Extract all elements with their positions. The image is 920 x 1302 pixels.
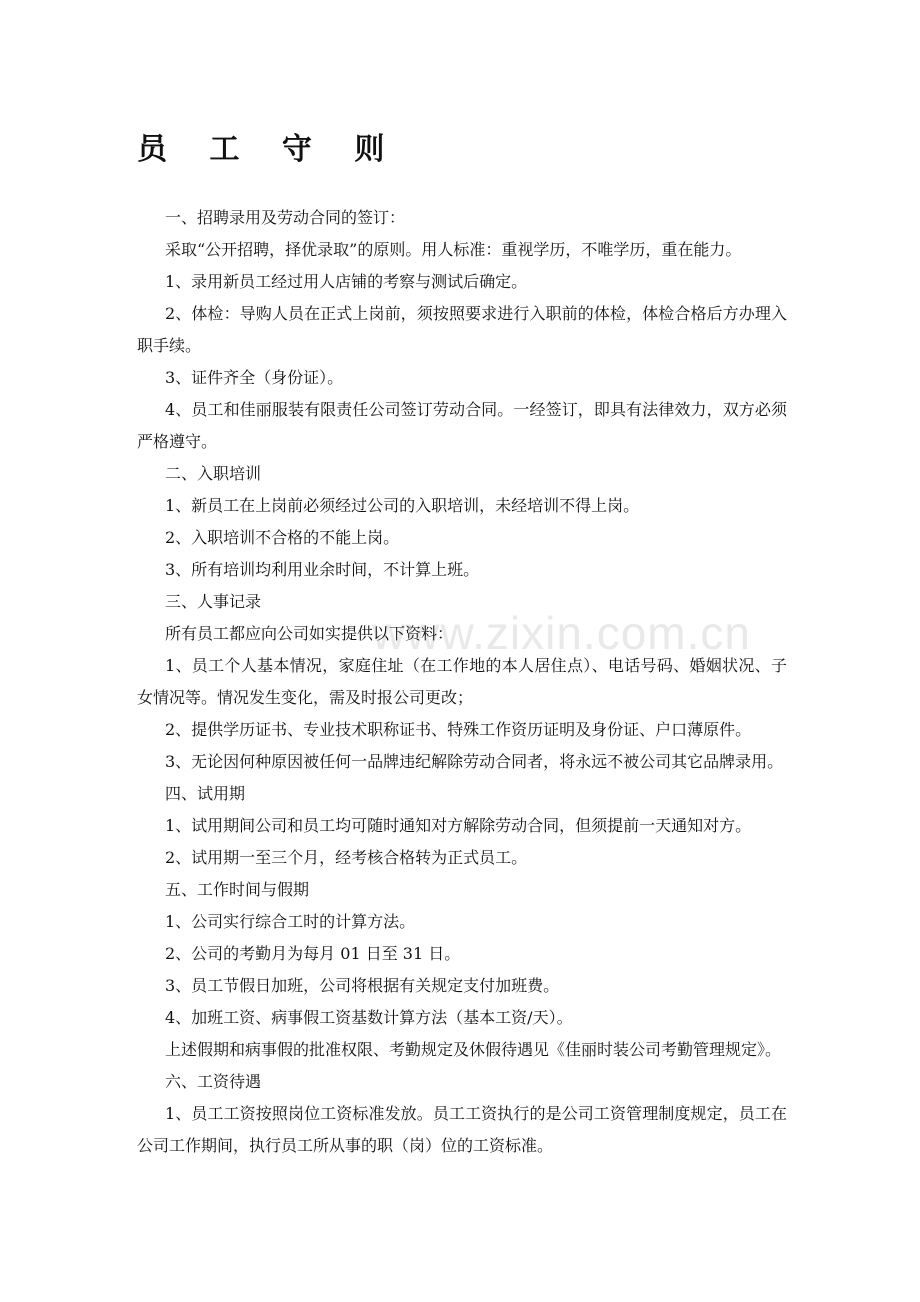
paragraph: 2、入职培训不合格的不能上岗。 — [165, 528, 400, 547]
watermark: www.zixin.com.cn — [372, 607, 751, 659]
paragraph: 1、试用期间公司和员工均可随时通知对方解除劳动合同，但须提前一天通知对方。 — [165, 816, 752, 835]
paragraph: 1、员工个人基本情况，家庭住址（在工作地的本人居住点）、电话号码、婚姻状况、子女情况等。情况发生变化，需及时报公司更改； — [137, 656, 787, 707]
paragraph: 4、员工和佳丽服装有限责任公司签订劳动合同。一经签订，即具有法律效力，双方必须严格遵守。 — [137, 400, 787, 451]
section-heading: 六、工资待遇 — [165, 1072, 262, 1091]
paragraph: 所有员工都应向公司如实提供以下资料： — [165, 624, 454, 643]
paragraph: 1、录用新员工经过用人店铺的考察与测试后确定。 — [165, 272, 528, 291]
page-title: 员 工 守 则 — [137, 132, 401, 167]
paragraph: 1、公司实行综合工时的计算方法。 — [165, 912, 416, 931]
section-heading: 四、试用期 — [165, 784, 246, 803]
paragraph: 4、加班工资、病事假工资基数计算方法（基本工资/天）。 — [165, 1008, 573, 1027]
paragraph: 1、员工工资按照岗位工资标准发放。员工工资执行的是公司工资管理制度规定，员工在公司工作期间，执行员工所从事的职（岗）位的工资标准。 — [137, 1104, 787, 1155]
paragraph: 3、证件齐全（身份证）。 — [165, 368, 344, 387]
paragraph: 采取“公开招聘，择优录取”的原则。用人标准：重视学历，不唯学历，重在能力。 — [165, 240, 742, 259]
paragraph: 2、试用期一至三个月，经考核合格转为正式员工。 — [165, 848, 528, 867]
paragraph: 2、公司的考勤月为每月 01 日至 31 日。 — [165, 944, 461, 963]
paragraph: 2、提供学历证书、专业技术职称证书、特殊工作资历证明及身份证、户口薄原件。 — [165, 720, 752, 739]
section-heading: 一、招聘录用及劳动合同的签订： — [165, 208, 406, 227]
paragraph: 3、员工节假日加班，公司将根据有关规定支付加班费。 — [165, 976, 560, 995]
document-body — [137, 202, 787, 1162]
paragraph: 3、所有培训均利用业余时间，不计算上班。 — [165, 560, 480, 579]
paragraph: 3、无论因何种原因被任何一品牌违纪解除劳动合同者，将永远不被公司其它品牌录用。 — [165, 752, 784, 771]
section-heading: 五、工作时间与假期 — [165, 880, 310, 899]
paragraph: 2、体检：导购人员在正式上岗前，须按照要求进行入职前的体检，体检合格后方办理入职手续。 — [137, 304, 787, 355]
section-heading: 二、入职培训 — [165, 464, 262, 483]
section-heading: 三、人事记录 — [165, 592, 262, 611]
paragraph: 1、新员工在上岗前必须经过公司的入职培训，未经培训不得上岗。 — [165, 496, 640, 515]
paragraph: 上述假期和病事假的批准权限、考勤规定及休假待遇见《佳丽时装公司考勤管理规定》。 — [165, 1040, 782, 1059]
